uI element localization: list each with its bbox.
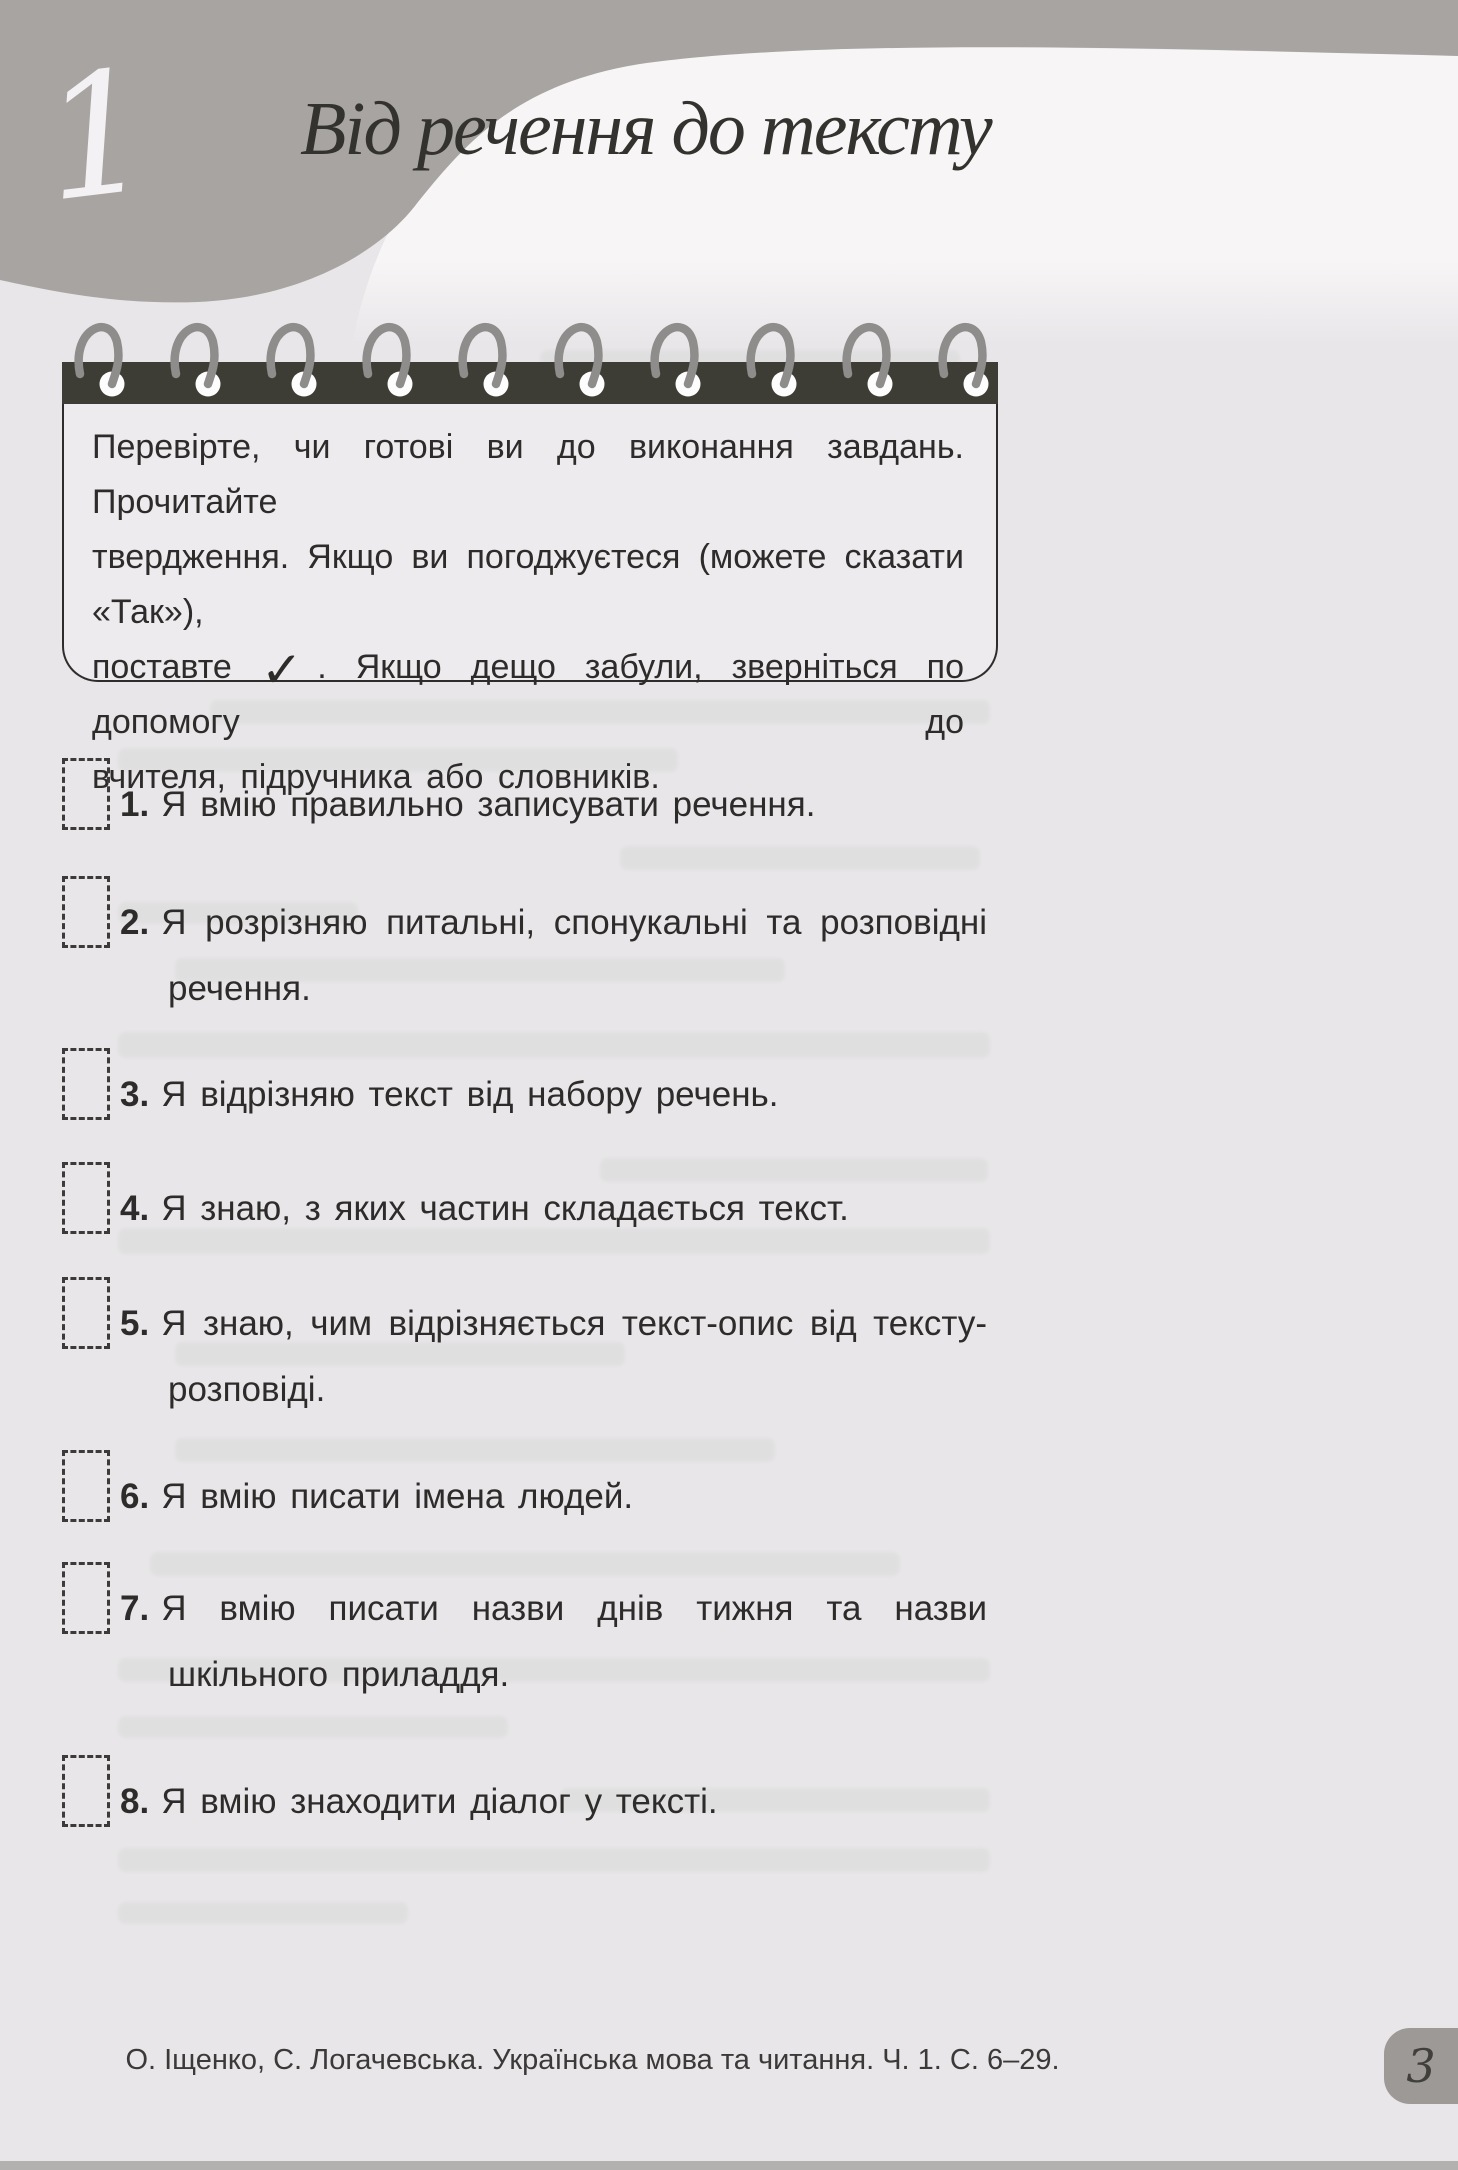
spiral-wire: [79, 327, 119, 384]
spiral-wire: [463, 327, 503, 384]
chapter-number: 1: [32, 32, 163, 240]
answer-checkbox[interactable]: [62, 1450, 110, 1522]
checklist-item-text: [120, 876, 987, 1022]
spiral-wire: [271, 327, 311, 384]
spiral-wire: [943, 327, 983, 384]
spiral-wire: [655, 327, 695, 384]
item-number: 3.: [120, 1075, 150, 1114]
checklist-line: 8. Я вмію знаходити діалог у тексті.: [120, 1782, 718, 1821]
checklist-line: 4. Я знаю, з яких частин складається текст.: [120, 1189, 849, 1228]
footer-citation: О. Іщенко, С. Логачевська. Українська мова та читання. Ч. 1. С. 6–29.: [125, 2044, 1060, 2076]
instruction-segment: вчителя, підручника або словників.: [92, 758, 660, 796]
ghost-text-artifact: [118, 1716, 508, 1738]
instruction-segment: . Якщо дещо забули, зверніться по допомогу до: [92, 648, 965, 741]
checklist-item: [62, 876, 987, 1022]
spiral-wire: [559, 327, 599, 384]
spiral-wire: [847, 327, 887, 384]
checklist-line-continued: розповіді.: [168, 1370, 326, 1409]
instruction-text: [92, 420, 964, 805]
spiral-binding: [62, 312, 994, 412]
answer-checkbox[interactable]: [62, 1562, 110, 1634]
ghost-text-artifact: [118, 1902, 408, 1924]
page-number-tab: [1384, 2028, 1458, 2104]
answer-checkbox[interactable]: [62, 1162, 110, 1234]
item-number: 7.: [120, 1589, 150, 1628]
item-number: 1.: [120, 785, 150, 824]
page-title: Від речення до тексту: [300, 87, 991, 171]
item-number: 6.: [120, 1477, 150, 1516]
instruction-line: [92, 420, 964, 530]
checklist-item-text: [120, 1755, 987, 1835]
checklist-item-text: [120, 1277, 987, 1423]
checklist-line-continued: шкільного приладдя.: [168, 1655, 510, 1694]
page-number: 3: [1406, 2039, 1436, 2093]
checklist-item: [62, 1277, 987, 1423]
checkmark-icon: ✓: [260, 641, 318, 699]
answer-checkbox[interactable]: [62, 1277, 110, 1349]
checklist-line: 7. Я вмію писати назви днів тижня та назви: [120, 1589, 987, 1628]
item-number: 8.: [120, 1782, 150, 1821]
item-number: 4.: [120, 1189, 150, 1228]
scan-edge-artifact: [0, 2161, 1458, 2170]
answer-checkbox[interactable]: [62, 876, 110, 948]
checklist-item-text: [120, 1048, 987, 1128]
checklist-line: 3. Я відрізняю текст від набору речень.: [120, 1075, 779, 1114]
instruction-segment: Перевірте, чи готові ви до виконання завдань. Прочитайте: [92, 428, 964, 521]
instruction-line: [92, 640, 964, 750]
answer-checkbox[interactable]: [62, 758, 110, 830]
ghost-text-artifact: [118, 1848, 990, 1872]
checklist-item-text: [120, 758, 987, 838]
checklist-item: [62, 1755, 987, 1835]
checklist-line: 5. Я знаю, чим відрізняється текст-опис від тексту-: [120, 1304, 987, 1343]
checklist-item-text: [120, 1162, 987, 1242]
spiral-wire: [751, 327, 791, 384]
checklist-item: [62, 758, 987, 838]
checklist-item: [62, 1162, 987, 1242]
instruction-segment: поставте: [92, 648, 261, 686]
answer-checkbox[interactable]: [62, 1755, 110, 1827]
checklist-line: 1. Я вмію правильно записувати речення.: [120, 785, 816, 824]
spiral-wire: [175, 327, 215, 384]
checklist-item-text: [120, 1450, 987, 1530]
checklist-item: [62, 1450, 987, 1530]
answer-checkbox[interactable]: [62, 1048, 110, 1120]
instruction-line: [92, 530, 964, 640]
checklist-line: 6. Я вмію писати імена людей.: [120, 1477, 634, 1516]
checklist-line: 2. Я розрізняю питальні, спонукальні та розповідні: [120, 903, 987, 942]
checklist-line-continued: речення.: [168, 969, 311, 1008]
item-number: 5.: [120, 1304, 150, 1343]
checklist-item: [62, 1562, 987, 1708]
checklist-item-text: [120, 1562, 987, 1708]
instruction-segment: твердження. Якщо ви погоджуєтеся (можете сказати «Так»),: [92, 538, 964, 631]
item-number: 2.: [120, 903, 150, 942]
checklist-item: [62, 1048, 987, 1128]
ghost-text-artifact: [620, 846, 980, 870]
spiral-wire: [367, 327, 407, 384]
